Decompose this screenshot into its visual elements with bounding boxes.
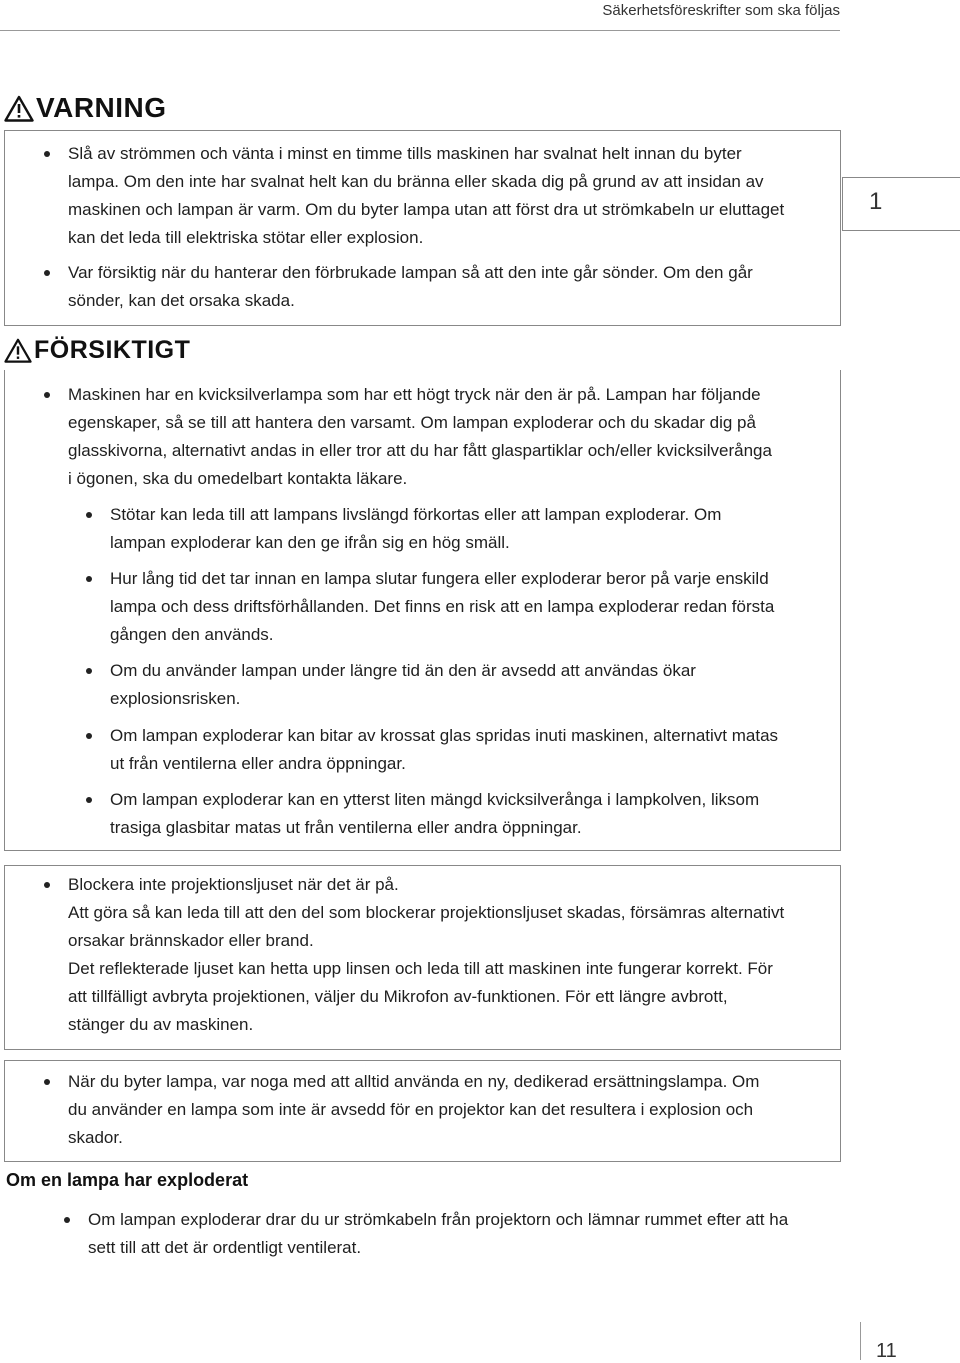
chapter-tab	[842, 177, 960, 231]
bullet	[86, 512, 92, 518]
text-line: stänger du av maskinen.	[68, 1015, 254, 1034]
text-line: Stötar kan leda till att lampans livslängd förkortas eller att lampan exploderar. Om	[110, 505, 722, 524]
bullet	[64, 1217, 70, 1223]
text-line: kan det leda till elektriska stötar eller explosion.	[68, 228, 424, 247]
caution-subitem	[110, 501, 721, 557]
warning-triangle-icon	[4, 95, 34, 122]
text-line: Om du använder lampan under längre tid än den är avsedd att användas ökar	[110, 661, 696, 680]
header-title: Säkerhetsföreskrifter som ska följas	[602, 2, 840, 19]
bullet	[44, 151, 50, 157]
caution2-text	[68, 871, 784, 1039]
text-line: Om lampan exploderar kan bitar av krossat glas spridas inuti maskinen, alternativt matas	[110, 726, 779, 745]
chapter-number: 1	[869, 188, 883, 215]
text-line: lampa och dess driftsförhållanden. Det finns en risk att en lampa exploderar redan första	[110, 597, 775, 616]
page-number: 11	[876, 1340, 897, 1362]
bullet	[86, 668, 92, 674]
text-line: i ögonen, ska du omedelbart kontakta läkare.	[68, 469, 408, 488]
caution-heading-text: FÖRSIKTIGT	[34, 336, 191, 364]
page-header	[0, 0, 840, 31]
text-line: Att göra så kan leda till att den del som blockerar projektionsljuset skadas, försämras alternativt	[68, 903, 785, 922]
text-line: att tillfälligt avbryta projektionen, väljer du Mikrofon av-funktionen. För ett längre avbrott,	[68, 987, 728, 1006]
section-text	[88, 1206, 788, 1262]
bullet	[86, 733, 92, 739]
bullet	[44, 882, 50, 888]
page-number-rule	[860, 1322, 861, 1360]
text-line: Om lampan exploderar kan en ytterst liten mängd kvicksilverånga i lampkolven, liksom	[110, 790, 760, 809]
text-line: sett till att det är ordentligt ventilerat.	[88, 1238, 362, 1257]
text-line: egenskaper, så se till att hantera den varsamt. Om lampan exploderar och du skadar dig på	[68, 413, 756, 432]
text-line: du använder en lampa som inte är avsedd för en projektor kan det resultera i explosion och	[68, 1100, 754, 1119]
warning-heading-text: VARNING	[36, 92, 167, 123]
warning-item-2	[68, 259, 753, 315]
warning-heading	[4, 92, 167, 124]
caution-heading	[4, 336, 190, 365]
bullet	[86, 797, 92, 803]
text-line: Slå av strömmen och vänta i minst en timme tills maskinen har svalnat helt innan du byter	[68, 144, 742, 163]
text-line: lampa. Om den inte har svalnat helt kan du bränna eller skada dig på grund av att insidan av	[68, 172, 764, 191]
text-line: Var försiktig när du hanterar den förbrukade lampan så att den inte går sönder. Om den går	[68, 263, 753, 282]
text-line: orsakar brännskador eller brand.	[68, 931, 314, 950]
text-line: Hur lång tid det tar innan en lampa slutar fungera eller exploderar beror på varje enskild	[110, 569, 769, 588]
bullet	[44, 1079, 50, 1085]
text-line: Maskinen har en kvicksilverlampa som har ett högt tryck när den är på. Lampan har följande	[68, 385, 761, 404]
bullet	[44, 392, 50, 398]
caution-subitem	[110, 565, 774, 649]
section-title: Om en lampa har exploderat	[6, 1170, 249, 1190]
text-line: När du byter lampa, var noga med att alltid använda en ny, dedikerad ersättningslampa. Om	[68, 1072, 760, 1091]
bullet	[44, 270, 50, 276]
caution-subitem	[110, 786, 759, 842]
text-line: Det reflekterade ljuset kan hetta upp linsen och leda till att maskinen inte fungerar korrekt. För	[68, 959, 773, 978]
text-line: lampan exploderar kan den ge ifrån sig en hög smäll.	[110, 533, 510, 552]
caution-subitem	[110, 722, 778, 778]
warning-triangle-icon	[4, 338, 32, 363]
text-line: trasiga glasbitar matas ut från ventilerna eller andra öppningar.	[110, 818, 582, 837]
text-line: glasskivorna, alternativt andas in eller tror att du har fått glaspartiklar och/eller kvicksilverånga	[68, 441, 772, 460]
text-line: sönder, kan det orsaka skada.	[68, 291, 295, 310]
text-line: skador.	[68, 1128, 123, 1147]
text-line: maskinen och lampan är varm. Om du byter lampa utan att först dra ut strömkabeln ur eluttaget	[68, 200, 785, 219]
caution-subitem	[110, 657, 696, 713]
text-line: ut från ventilerna eller andra öppningar.	[110, 754, 406, 773]
warning-item-1	[68, 140, 784, 252]
caution3-text	[68, 1068, 759, 1152]
text-line: explosionsrisken.	[110, 689, 241, 708]
caution-intro	[68, 381, 772, 493]
bullet	[86, 576, 92, 582]
text-line: Blockera inte projektionsljuset när det är på.	[68, 875, 399, 894]
text-line: gången den används.	[110, 625, 274, 644]
text-line: Om lampan exploderar drar du ur strömkabeln från projektorn och lämnar rummet efter att ha	[88, 1210, 789, 1229]
